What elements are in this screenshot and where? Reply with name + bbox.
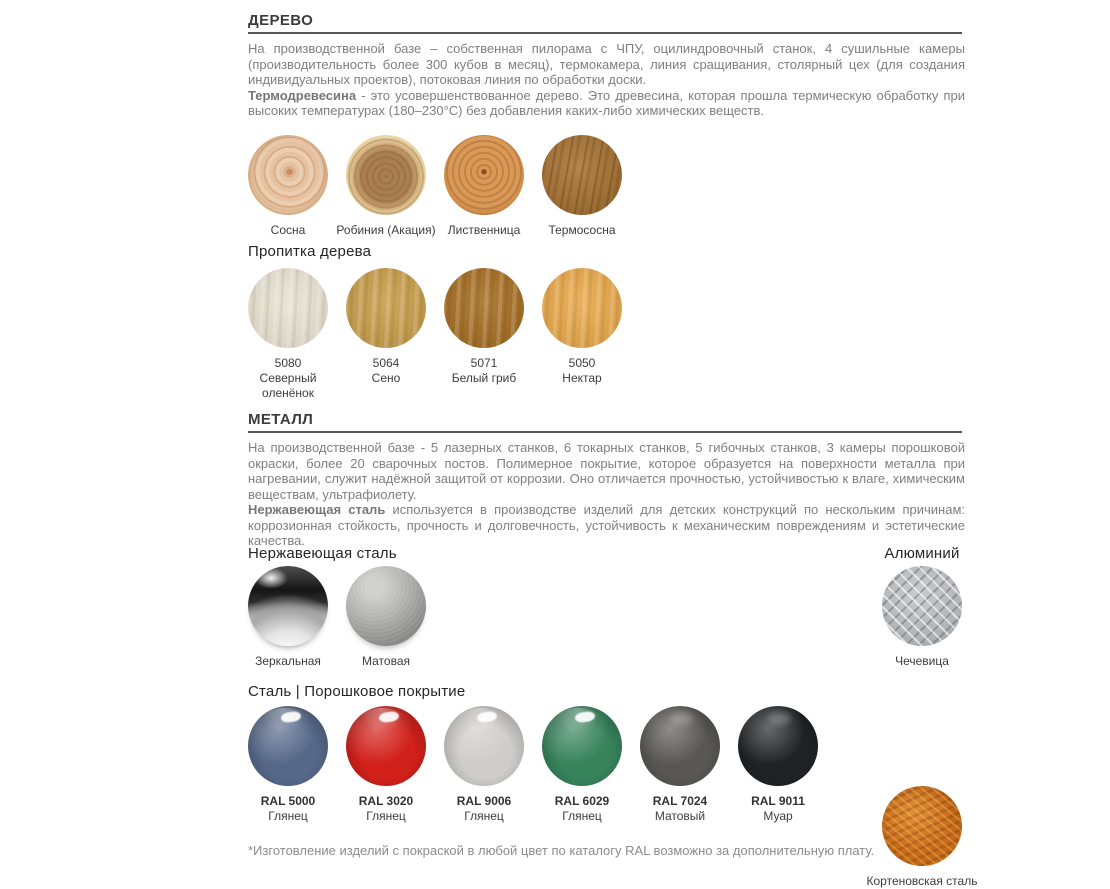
powder-swatch-ral7024 <box>640 706 720 823</box>
powder-swatch-ral9006 <box>444 706 524 823</box>
stainless-title: Нержавеющая сталь <box>248 545 397 562</box>
powder-finish: Глянец <box>464 809 504 823</box>
impregnation-code: 5080 <box>274 356 302 370</box>
powder-label <box>624 794 736 824</box>
wood-swatch-label: Робиния (Акация) <box>336 223 436 237</box>
wood-intro-paragraph: На производственной базе – собственная пилорама с ЧПУ, оцилиндровочный станок, 4 сушильные камеры (производительность более 300 кубов в месяц), термокамера, линия сращивания, столярный цех (для создания индивидуальных проектов), потоковая линия по обработки доски. <box>248 41 965 87</box>
impregnation-swatch-5071 <box>444 268 524 385</box>
wood-swatch-larch <box>444 135 524 237</box>
stain-5071-image <box>444 268 524 348</box>
powder-swatch-ral3020 <box>346 706 426 823</box>
powder-code: RAL 6029 <box>554 794 610 808</box>
impregnation-row <box>248 268 622 400</box>
ral9006-ball-image <box>444 706 524 786</box>
impregnation-label <box>428 356 540 386</box>
stainless-label: Матовая <box>362 654 410 668</box>
stainless-paragraph <box>248 502 965 549</box>
metal-intro-block <box>248 440 965 549</box>
wood-intro-block <box>248 41 965 119</box>
wood-swatch-label: Лиственница <box>447 223 521 237</box>
powder-finish: Глянец <box>562 809 602 823</box>
powder-label <box>428 794 540 824</box>
stainless-lead: Нержавеющая сталь <box>248 502 386 517</box>
mirror-steel-sphere-image <box>248 566 328 646</box>
stainless-text: используется в производстве изделий для детских конструкций по нескольким причинам: коррозионная стойкость, прочность и долговечность, устойчивость к механическим повреждениям и эстетические качества. <box>248 502 965 548</box>
powder-finish: Глянец <box>268 809 308 823</box>
powder-label <box>722 794 834 824</box>
impregnation-title: Пропитка дерева <box>248 243 372 260</box>
impregnation-code: 5050 <box>568 356 596 370</box>
powder-code: RAL 3020 <box>358 794 414 808</box>
impregnation-swatch-5080 <box>248 268 328 400</box>
larch-slice-image <box>444 135 524 215</box>
stainless-label: Зеркальная <box>255 654 321 668</box>
thermopine-image <box>542 135 622 215</box>
impregnation-name: Нектар <box>562 371 602 385</box>
stain-5064-image <box>346 268 426 348</box>
powder-swatch-ral6029 <box>542 706 622 823</box>
wood-swatch-thermopine <box>542 135 622 237</box>
wood-swatch-robinia <box>336 135 436 237</box>
aluminum-swatch-label: Чечевица <box>895 654 949 668</box>
powder-code: RAL 9006 <box>456 794 512 808</box>
ral5000-ball-image <box>248 706 328 786</box>
powder-title: Сталь | Порошковое покрытие <box>248 683 466 700</box>
corten-label: Кортеновская сталь <box>866 874 978 888</box>
metal-section-rule <box>248 431 962 433</box>
powder-label <box>330 794 442 824</box>
corten-swatch <box>866 786 978 888</box>
powder-finish: Муар <box>763 809 793 823</box>
aluminum-title: Алюминий <box>884 545 960 562</box>
thermo-lead: Термодревесина <box>248 87 357 103</box>
powder-finish: Глянец <box>366 809 406 823</box>
matte-steel-sphere-image <box>346 566 426 646</box>
impregnation-swatch-5064 <box>346 268 426 385</box>
ral9011-ball-image <box>738 706 818 786</box>
powder-row <box>248 706 818 823</box>
impregnation-label <box>232 356 344 401</box>
stain-5050-image <box>542 268 622 348</box>
powder-swatch-ral5000 <box>248 706 328 823</box>
metal-section-title: МЕТАЛЛ <box>248 411 314 428</box>
thermo-paragraph <box>248 88 965 119</box>
checker-plate-image <box>882 566 962 646</box>
stainless-row <box>248 566 426 668</box>
impregnation-label <box>330 356 442 386</box>
metal-intro-paragraph: На производственной базе - 5 лазерных станков, 6 токарных станков, 5 гибочных станков, 3 камеры порошковой окраски, более 20 сварочных постов. Полимерное покрытие, которое образуется на поверхности металла при нагревании, служит надёжной защитой от коррозии. Оно отличается прочностью, устойчивостью к влаге, химическим веществам, ультрафиолету. <box>248 440 965 502</box>
robinia-slice-image <box>346 135 426 215</box>
powder-code: RAL 7024 <box>652 794 708 808</box>
impregnation-code: 5064 <box>372 356 400 370</box>
wood-section-title: ДЕРЕВО <box>248 12 314 29</box>
impregnation-swatch-5050 <box>542 268 622 385</box>
impregnation-name: Сено <box>371 371 401 385</box>
ral6029-ball-image <box>542 706 622 786</box>
ral7024-ball-image <box>640 706 720 786</box>
ral3020-ball-image <box>346 706 426 786</box>
impregnation-code: 5071 <box>470 356 498 370</box>
wood-species-row <box>248 135 622 237</box>
footnote: *Изготовление изделий с покраской в любой цвет по каталогу RAL возможно за дополнительную плату. <box>248 843 875 858</box>
wood-swatch-label: Термососна <box>548 223 616 237</box>
wood-section-rule <box>248 32 962 34</box>
powder-code: RAL 5000 <box>260 794 316 808</box>
powder-finish: Матовый <box>654 809 706 823</box>
impregnation-name: Северный оленёнок <box>259 371 317 400</box>
stainless-swatch-matte <box>346 566 426 668</box>
powder-label <box>232 794 344 824</box>
corten-steel-image <box>882 786 962 866</box>
stain-5080-image <box>248 268 328 348</box>
stainless-swatch-mirror <box>248 566 328 668</box>
wood-swatch-pine <box>248 135 328 237</box>
wood-swatch-label: Сосна <box>270 223 306 237</box>
aluminum-swatch <box>882 566 962 668</box>
thermo-text: - это усовершенствованное дерево. Это древесина, которая прошла термическую обработку при высоких температурах (180–230°С) без добавления каких-либо химических веществ. <box>248 87 965 118</box>
powder-code: RAL 9011 <box>751 794 805 808</box>
impregnation-name: Белый гриб <box>451 371 517 385</box>
impregnation-label <box>526 356 638 386</box>
powder-swatch-ral9011 <box>738 706 818 823</box>
pine-slice-image <box>248 135 328 215</box>
powder-label <box>526 794 638 824</box>
